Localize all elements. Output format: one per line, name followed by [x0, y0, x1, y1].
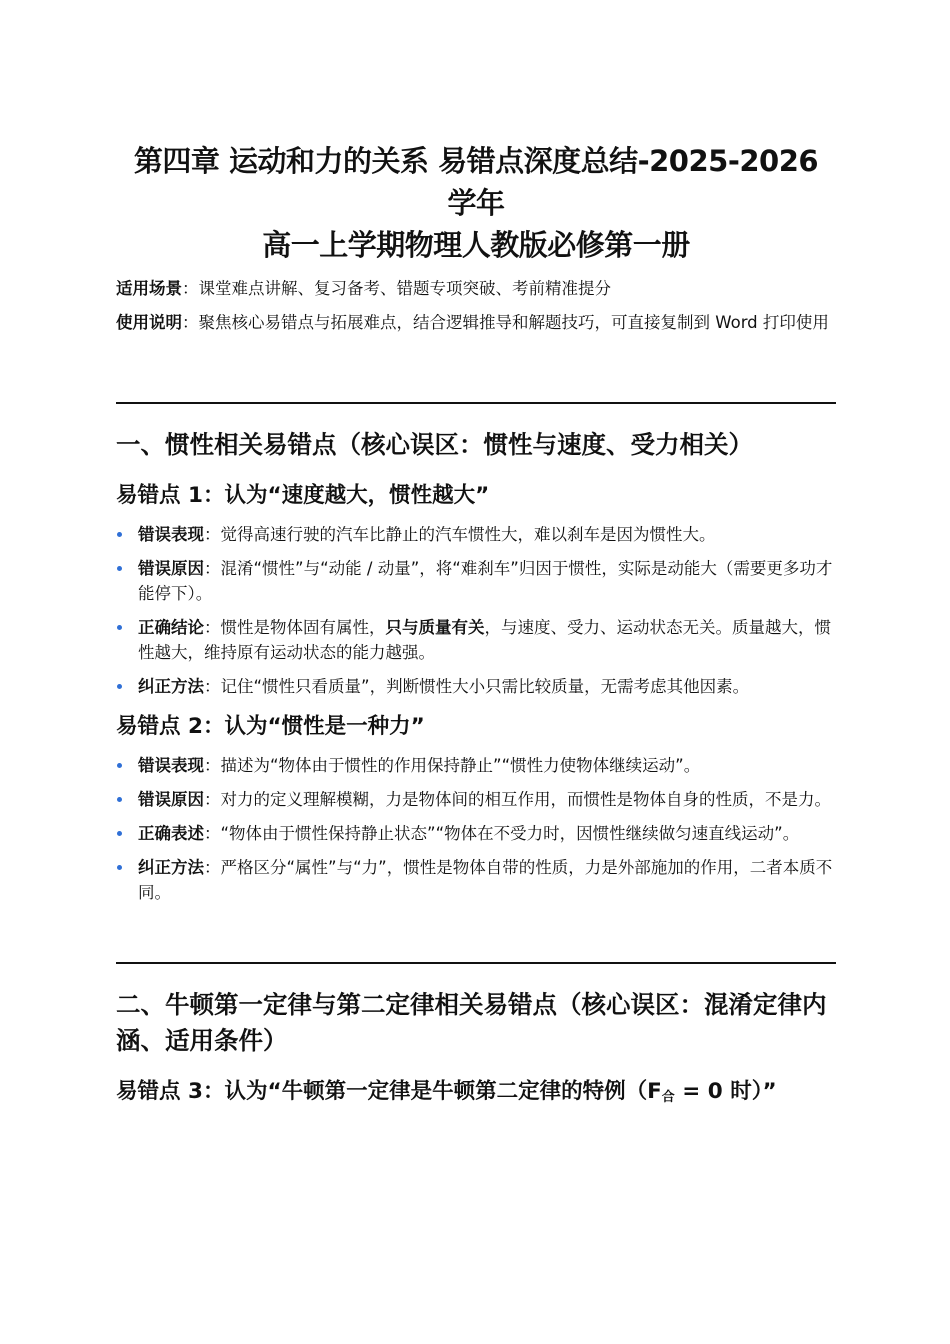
list-item: [116, 615, 836, 665]
item-label: 错误表现: [138, 525, 204, 544]
scene-label: 适用场景: [116, 279, 182, 298]
item-text: ，与速度、受力、运动状态无关。质量越大，惯性越大，维持原有运动状态的能力越强。: [138, 618, 831, 662]
item-label: 纠正方法: [138, 858, 204, 877]
usage-label: 使用说明: [116, 313, 182, 332]
point1-title: 易错点 1：认为“速度越大，惯性越大”: [116, 483, 490, 508]
item-label: 纠正方法: [138, 677, 204, 696]
point3-title-text: = 0 时）”: [674, 1079, 777, 1104]
item-emphasis: 只与质量有关: [385, 618, 485, 637]
point3-title-text: 易错点 3：认为“牛顿第一定律是牛顿第二定律的特例（F: [116, 1079, 662, 1104]
list-item: [116, 522, 836, 547]
list-item: [116, 556, 836, 606]
item-text: ：严格区分“属性”与“力”，惯性是物体自带的性质，力是外部施加的作用，二者本质不同。: [138, 858, 833, 902]
document-title-line2: 高一上学期物理人教版必修第一册: [262, 228, 690, 262]
list-item: [116, 821, 836, 846]
item-label: 正确结论: [138, 618, 204, 637]
section1-heading: 一、惯性相关易错点（核心误区：惯性与速度、受力相关）: [116, 430, 753, 459]
item-text: ：记住“惯性只看质量”，判断惯性大小只需比较质量，无需考虑其他因素。: [204, 677, 750, 696]
item-text: ：描述为“物体由于惯性的作用保持静止”“惯性力使物体继续运动”。: [204, 756, 701, 775]
list-item: [116, 674, 836, 699]
item-label: 错误原因: [138, 790, 204, 809]
item-text: ：觉得高速行驶的汽车比静止的汽车惯性大，难以刹车是因为惯性大。: [204, 525, 716, 544]
usage-line: [116, 310, 836, 335]
scene-text: ：课堂难点讲解、复习备考、错题专项突破、考前精准提分: [182, 279, 611, 298]
section-divider-2: [116, 962, 836, 964]
item-label: 错误原因: [138, 559, 204, 578]
point3-title: [116, 1075, 836, 1115]
item-text: ：混淆“惯性”与“动能 / 动量”，将“难刹车”归因于惯性，实际是动能大（需要更多功才能停下）。: [138, 559, 833, 603]
point3-title-subscript: 合: [661, 1090, 675, 1105]
point2-title: 易错点 2：认为“惯性是一种力”: [116, 714, 425, 739]
list-item: [116, 787, 836, 812]
document-title: [116, 140, 836, 266]
list-item: [116, 753, 836, 778]
usage-text: ：聚焦核心易错点与拓展难点，结合逻辑推导和解题技巧，可直接复制到 Word 打印使用: [182, 313, 829, 332]
scene-line: [116, 276, 836, 301]
section2-heading: 二、牛顿第一定律与第二定律相关易错点（核心误区：混淆定律内涵、适用条件）: [116, 990, 827, 1055]
item-label: 正确表述: [138, 824, 204, 843]
item-text: ：对力的定义理解模糊，力是物体间的相互作用，而惯性是物体自身的性质，不是力。: [204, 790, 831, 809]
section-divider-1: [116, 402, 836, 404]
list-item: [116, 855, 836, 905]
document-title-line1: 第四章 运动和力的关系 易错点深度总结-2025-2026 学年: [133, 144, 819, 220]
point1-list: [116, 522, 836, 699]
item-text: ：惯性是物体固有属性，: [204, 618, 386, 637]
point2-list: [116, 753, 836, 905]
item-label: 错误表现: [138, 756, 204, 775]
document-content: [116, 140, 836, 1115]
item-text: ：“物体由于惯性保持静止状态”“物体在不受力时，因惯性继续做匀速直线运动”。: [204, 824, 800, 843]
